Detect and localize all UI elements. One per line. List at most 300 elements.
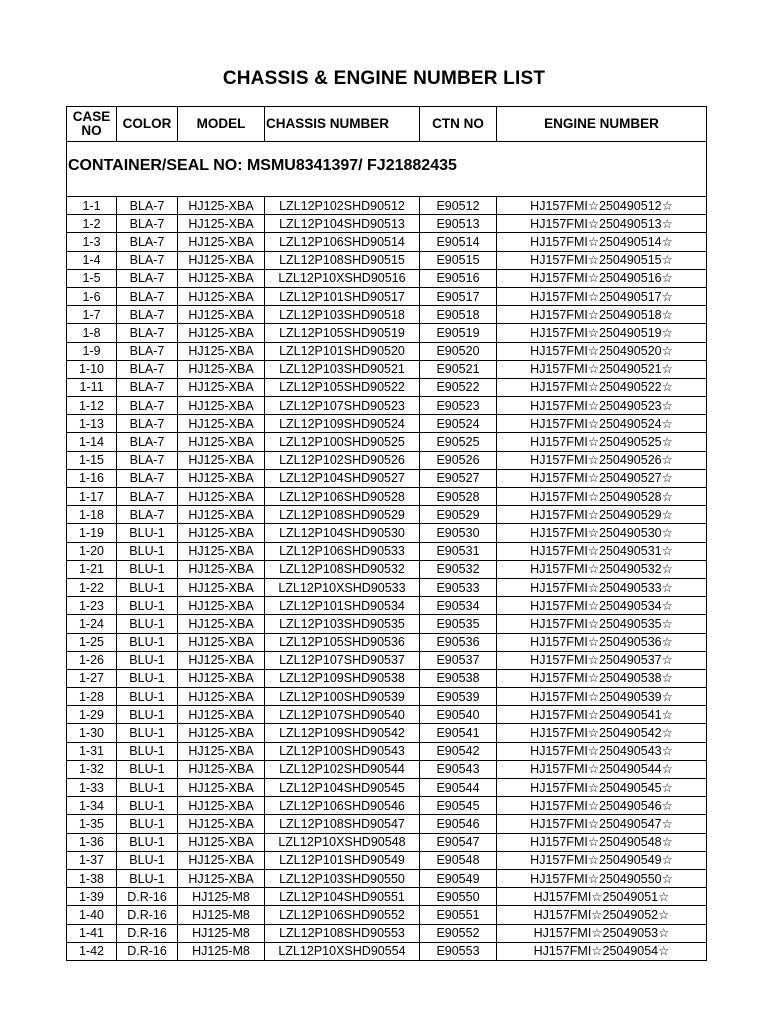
chassis-number-cell: LZL12P104SHD90551 — [265, 888, 420, 906]
table-row — [67, 633, 707, 651]
ctn-no-cell: E90515 — [420, 251, 497, 269]
model-cell: HJ125-XBA — [178, 269, 265, 287]
model-cell: HJ125-M8 — [178, 924, 265, 942]
chassis-number-cell: LZL12P106SHD90546 — [265, 797, 420, 815]
table-row — [67, 560, 707, 578]
ctn-no-cell: E90540 — [420, 706, 497, 724]
case-no-cell: 1-16 — [67, 469, 117, 487]
model-cell: HJ125-M8 — [178, 888, 265, 906]
ctn-no-cell: E90527 — [420, 469, 497, 487]
engine-number-cell: HJ157FMI☆250490513☆ — [497, 215, 707, 233]
table-row — [67, 488, 707, 506]
model-cell: HJ125-XBA — [178, 342, 265, 360]
engine-number-cell: HJ157FMI☆250490549☆ — [497, 851, 707, 869]
color-cell: BLA-7 — [117, 233, 178, 251]
engine-number-cell: HJ157FMI☆250490536☆ — [497, 633, 707, 651]
ctn-no-cell: E90544 — [420, 779, 497, 797]
model-cell: HJ125-XBA — [178, 597, 265, 615]
model-cell: HJ125-XBA — [178, 833, 265, 851]
engine-number-cell: HJ157FMI☆250490541☆ — [497, 706, 707, 724]
engine-number-cell: HJ157FMI☆250490520☆ — [497, 342, 707, 360]
ctn-no-cell: E90550 — [420, 888, 497, 906]
model-cell: HJ125-XBA — [178, 469, 265, 487]
engine-number-cell: HJ157FMI☆250490543☆ — [497, 742, 707, 760]
ctn-no-cell: E90524 — [420, 415, 497, 433]
model-cell: HJ125-XBA — [178, 615, 265, 633]
table-row — [67, 597, 707, 615]
ctn-no-cell: E90531 — [420, 542, 497, 560]
chassis-number-cell: LZL12P107SHD90523 — [265, 397, 420, 415]
model-cell: HJ125-XBA — [178, 451, 265, 469]
case-no-cell: 1-34 — [67, 797, 117, 815]
table-row — [67, 269, 707, 287]
engine-number-cell: HJ157FMI☆250490529☆ — [497, 506, 707, 524]
engine-number-cell: HJ157FMI☆250490537☆ — [497, 651, 707, 669]
case-no-cell: 1-28 — [67, 688, 117, 706]
color-cell: BLU-1 — [117, 597, 178, 615]
table-row — [67, 524, 707, 542]
color-cell: BLA-7 — [117, 397, 178, 415]
case-no-cell: 1-40 — [67, 906, 117, 924]
chassis-number-cell: LZL12P106SHD90514 — [265, 233, 420, 251]
ctn-no-cell: E90517 — [420, 287, 497, 305]
table-row — [67, 342, 707, 360]
table-row — [67, 233, 707, 251]
engine-number-cell: HJ157FMI☆250490542☆ — [497, 724, 707, 742]
ctn-no-cell: E90551 — [420, 906, 497, 924]
ctn-no-cell: E90518 — [420, 306, 497, 324]
ctn-no-cell: E90533 — [420, 578, 497, 596]
ctn-no-cell: E90539 — [420, 688, 497, 706]
chassis-number-cell: LZL12P105SHD90519 — [265, 324, 420, 342]
color-cell: BLU-1 — [117, 669, 178, 687]
header-chassis-number: CHASSIS NUMBER — [265, 107, 420, 142]
case-no-cell: 1-14 — [67, 433, 117, 451]
case-no-cell: 1-21 — [67, 560, 117, 578]
engine-number-cell: HJ157FMI☆250490528☆ — [497, 488, 707, 506]
chassis-number-cell: LZL12P106SHD90528 — [265, 488, 420, 506]
engine-number-cell: HJ157FMI☆250490523☆ — [497, 397, 707, 415]
ctn-no-cell: E90523 — [420, 397, 497, 415]
chassis-number-cell: LZL12P103SHD90521 — [265, 360, 420, 378]
table-row — [67, 469, 707, 487]
chassis-number-cell: LZL12P101SHD90549 — [265, 851, 420, 869]
color-cell: BLU-1 — [117, 615, 178, 633]
table-row — [67, 360, 707, 378]
color-cell: BLU-1 — [117, 742, 178, 760]
engine-number-cell: HJ157FMI☆250490550☆ — [497, 869, 707, 887]
table-row — [67, 706, 707, 724]
chassis-number-cell: LZL12P101SHD90534 — [265, 597, 420, 615]
color-cell: BLA-7 — [117, 324, 178, 342]
color-cell: BLU-1 — [117, 869, 178, 887]
color-cell: BLU-1 — [117, 724, 178, 742]
table-row — [67, 578, 707, 596]
ctn-no-cell: E90549 — [420, 869, 497, 887]
case-no-cell: 1-38 — [67, 869, 117, 887]
table-row — [67, 287, 707, 305]
chassis-number-cell: LZL12P103SHD90550 — [265, 869, 420, 887]
color-cell: D.R-16 — [117, 888, 178, 906]
case-no-cell: 1-25 — [67, 633, 117, 651]
model-cell: HJ125-XBA — [178, 542, 265, 560]
ctn-no-cell: E90548 — [420, 851, 497, 869]
case-no-cell: 1-10 — [67, 360, 117, 378]
model-cell: HJ125-XBA — [178, 760, 265, 778]
case-no-cell: 1-20 — [67, 542, 117, 560]
engine-number-cell: HJ157FMI☆250490530☆ — [497, 524, 707, 542]
ctn-no-cell: E90537 — [420, 651, 497, 669]
model-cell: HJ125-XBA — [178, 506, 265, 524]
color-cell: BLU-1 — [117, 706, 178, 724]
case-no-cell: 1-13 — [67, 415, 117, 433]
table-row — [67, 797, 707, 815]
ctn-no-cell: E90519 — [420, 324, 497, 342]
case-no-cell: 1-12 — [67, 397, 117, 415]
ctn-no-cell: E90530 — [420, 524, 497, 542]
ctn-no-cell: E90512 — [420, 197, 497, 215]
color-cell: BLA-7 — [117, 488, 178, 506]
engine-number-cell: HJ157FMI☆250490522☆ — [497, 378, 707, 396]
engine-number-cell: HJ157FMI☆25049052☆ — [497, 906, 707, 924]
engine-number-cell: HJ157FMI☆250490514☆ — [497, 233, 707, 251]
ctn-no-cell: E90526 — [420, 451, 497, 469]
model-cell: HJ125-XBA — [178, 633, 265, 651]
chassis-number-cell: LZL12P104SHD90527 — [265, 469, 420, 487]
ctn-no-cell: E90552 — [420, 924, 497, 942]
color-cell: BLA-7 — [117, 433, 178, 451]
table-row — [67, 669, 707, 687]
ctn-no-cell: E90543 — [420, 760, 497, 778]
table-row — [67, 433, 707, 451]
engine-number-cell: HJ157FMI☆250490546☆ — [497, 797, 707, 815]
color-cell: BLU-1 — [117, 524, 178, 542]
model-cell: HJ125-XBA — [178, 869, 265, 887]
case-no-cell: 1-8 — [67, 324, 117, 342]
engine-number-cell: HJ157FMI☆250490534☆ — [497, 597, 707, 615]
ctn-no-cell: E90538 — [420, 669, 497, 687]
ctn-no-cell: E90545 — [420, 797, 497, 815]
case-no-cell: 1-19 — [67, 524, 117, 542]
color-cell: D.R-16 — [117, 906, 178, 924]
chassis-number-cell: LZL12P100SHD90543 — [265, 742, 420, 760]
model-cell: HJ125-XBA — [178, 742, 265, 760]
chassis-number-cell: LZL12P101SHD90520 — [265, 342, 420, 360]
chassis-number-cell: LZL12P105SHD90522 — [265, 378, 420, 396]
engine-number-cell: HJ157FMI☆250490517☆ — [497, 287, 707, 305]
table-row — [67, 197, 707, 215]
case-no-cell: 1-15 — [67, 451, 117, 469]
ctn-no-cell: E90553 — [420, 942, 497, 960]
chassis-engine-table — [66, 106, 707, 961]
ctn-no-cell: E90547 — [420, 833, 497, 851]
table-row — [67, 851, 707, 869]
ctn-no-cell: E90534 — [420, 597, 497, 615]
model-cell: HJ125-XBA — [178, 378, 265, 396]
case-no-cell: 1-41 — [67, 924, 117, 942]
case-no-cell: 1-36 — [67, 833, 117, 851]
model-cell: HJ125-XBA — [178, 706, 265, 724]
chassis-number-cell: LZL12P109SHD90524 — [265, 415, 420, 433]
table-row — [67, 306, 707, 324]
ctn-no-cell: E90521 — [420, 360, 497, 378]
ctn-no-cell: E90516 — [420, 269, 497, 287]
color-cell: BLA-7 — [117, 342, 178, 360]
case-no-cell: 1-29 — [67, 706, 117, 724]
chassis-number-cell: LZL12P10XSHD90516 — [265, 269, 420, 287]
case-no-cell: 1-18 — [67, 506, 117, 524]
model-cell: HJ125-XBA — [178, 560, 265, 578]
case-no-cell: 1-1 — [67, 197, 117, 215]
chassis-number-cell: LZL12P104SHD90545 — [265, 779, 420, 797]
case-no-cell: 1-35 — [67, 815, 117, 833]
color-cell: BLA-7 — [117, 215, 178, 233]
container-seal-row — [67, 142, 707, 197]
model-cell: HJ125-XBA — [178, 251, 265, 269]
engine-number-cell: HJ157FMI☆250490524☆ — [497, 415, 707, 433]
table-row — [67, 906, 707, 924]
color-cell: BLA-7 — [117, 287, 178, 305]
table-row — [67, 833, 707, 851]
ctn-no-cell: E90529 — [420, 506, 497, 524]
engine-number-cell: HJ157FMI☆250490515☆ — [497, 251, 707, 269]
chassis-number-cell: LZL12P10XSHD90548 — [265, 833, 420, 851]
color-cell: BLA-7 — [117, 197, 178, 215]
engine-number-cell: HJ157FMI☆250490526☆ — [497, 451, 707, 469]
model-cell: HJ125-XBA — [178, 197, 265, 215]
model-cell: HJ125-XBA — [178, 651, 265, 669]
color-cell: BLA-7 — [117, 269, 178, 287]
case-no-cell: 1-7 — [67, 306, 117, 324]
table-row — [67, 942, 707, 960]
case-no-cell: 1-4 — [67, 251, 117, 269]
case-no-cell: 1-23 — [67, 597, 117, 615]
engine-number-cell: HJ157FMI☆250490527☆ — [497, 469, 707, 487]
engine-number-cell: HJ157FMI☆250490538☆ — [497, 669, 707, 687]
ctn-no-cell: E90525 — [420, 433, 497, 451]
color-cell: BLU-1 — [117, 833, 178, 851]
case-no-cell: 1-11 — [67, 378, 117, 396]
table-row — [67, 815, 707, 833]
engine-number-cell: HJ157FMI☆250490539☆ — [497, 688, 707, 706]
chassis-number-cell: LZL12P108SHD90529 — [265, 506, 420, 524]
chassis-number-cell: LZL12P103SHD90518 — [265, 306, 420, 324]
table-row — [67, 724, 707, 742]
case-no-cell: 1-6 — [67, 287, 117, 305]
case-no-cell: 1-22 — [67, 578, 117, 596]
color-cell: D.R-16 — [117, 924, 178, 942]
case-no-cell: 1-17 — [67, 488, 117, 506]
color-cell: D.R-16 — [117, 942, 178, 960]
color-cell: BLA-7 — [117, 251, 178, 269]
model-cell: HJ125-XBA — [178, 779, 265, 797]
chassis-number-cell: LZL12P101SHD90517 — [265, 287, 420, 305]
ctn-no-cell: E90522 — [420, 378, 497, 396]
engine-number-cell: HJ157FMI☆250490519☆ — [497, 324, 707, 342]
table-row — [67, 415, 707, 433]
chassis-number-cell: LZL12P108SHD90553 — [265, 924, 420, 942]
case-no-cell: 1-37 — [67, 851, 117, 869]
engine-number-cell: HJ157FMI☆250490532☆ — [497, 560, 707, 578]
case-no-cell: 1-9 — [67, 342, 117, 360]
engine-number-cell: HJ157FMI☆250490533☆ — [497, 578, 707, 596]
chassis-number-cell: LZL12P106SHD90533 — [265, 542, 420, 560]
engine-number-cell: HJ157FMI☆250490547☆ — [497, 815, 707, 833]
ctn-no-cell: E90546 — [420, 815, 497, 833]
chassis-number-cell: LZL12P100SHD90525 — [265, 433, 420, 451]
page-title: CHASSIS & ENGINE NUMBER LIST — [222, 68, 546, 89]
chassis-number-cell: LZL12P108SHD90532 — [265, 560, 420, 578]
model-cell: HJ125-XBA — [178, 488, 265, 506]
ctn-no-cell: E90535 — [420, 615, 497, 633]
ctn-no-cell: E90513 — [420, 215, 497, 233]
ctn-no-cell: E90541 — [420, 724, 497, 742]
color-cell: BLA-7 — [117, 469, 178, 487]
color-cell: BLA-7 — [117, 378, 178, 396]
chassis-number-cell: LZL12P107SHD90540 — [265, 706, 420, 724]
model-cell: HJ125-XBA — [178, 415, 265, 433]
chassis-number-cell: LZL12P10XSHD90554 — [265, 942, 420, 960]
chassis-number-cell: LZL12P107SHD90537 — [265, 651, 420, 669]
color-cell: BLU-1 — [117, 542, 178, 560]
engine-number-cell: HJ157FMI☆250490518☆ — [497, 306, 707, 324]
model-cell: HJ125-XBA — [178, 688, 265, 706]
color-cell: BLA-7 — [117, 360, 178, 378]
color-cell: BLU-1 — [117, 779, 178, 797]
table-row — [67, 397, 707, 415]
engine-number-cell: HJ157FMI☆250490525☆ — [497, 433, 707, 451]
table-row — [67, 924, 707, 942]
color-cell: BLU-1 — [117, 851, 178, 869]
model-cell: HJ125-XBA — [178, 797, 265, 815]
engine-number-cell: HJ157FMI☆250490535☆ — [497, 615, 707, 633]
case-no-cell: 1-5 — [67, 269, 117, 287]
color-cell: BLU-1 — [117, 760, 178, 778]
chassis-number-cell: LZL12P102SHD90512 — [265, 197, 420, 215]
ctn-no-cell: E90528 — [420, 488, 497, 506]
container-seal-text: CONTAINER/SEAL NO: MSMU8341397/ FJ21882435 — [67, 142, 707, 197]
engine-number-cell: HJ157FMI☆25049051☆ — [497, 888, 707, 906]
color-cell: BLU-1 — [117, 651, 178, 669]
model-cell: HJ125-XBA — [178, 287, 265, 305]
color-cell: BLU-1 — [117, 797, 178, 815]
case-no-cell: 1-39 — [67, 888, 117, 906]
case-no-cell: 1-2 — [67, 215, 117, 233]
case-no-cell: 1-3 — [67, 233, 117, 251]
chassis-number-cell: LZL12P105SHD90536 — [265, 633, 420, 651]
table-row — [67, 215, 707, 233]
header-engine-number: ENGINE NUMBER — [497, 107, 707, 142]
table-row — [67, 378, 707, 396]
table-row — [67, 251, 707, 269]
color-cell: BLU-1 — [117, 633, 178, 651]
chassis-number-cell: LZL12P102SHD90526 — [265, 451, 420, 469]
case-no-cell: 1-26 — [67, 651, 117, 669]
table-row — [67, 760, 707, 778]
table-row — [67, 324, 707, 342]
engine-number-cell: HJ157FMI☆250490516☆ — [497, 269, 707, 287]
engine-number-cell: HJ157FMI☆250490545☆ — [497, 779, 707, 797]
engine-number-cell: HJ157FMI☆250490521☆ — [497, 360, 707, 378]
case-no-cell: 1-24 — [67, 615, 117, 633]
chassis-number-cell: LZL12P103SHD90535 — [265, 615, 420, 633]
model-cell: HJ125-XBA — [178, 215, 265, 233]
color-cell: BLU-1 — [117, 688, 178, 706]
header-color: COLOR — [117, 107, 178, 142]
ctn-no-cell: E90520 — [420, 342, 497, 360]
color-cell: BLA-7 — [117, 306, 178, 324]
table-row — [67, 888, 707, 906]
table-row — [67, 615, 707, 633]
header-model: MODEL — [178, 107, 265, 142]
model-cell: HJ125-XBA — [178, 324, 265, 342]
model-cell: HJ125-XBA — [178, 724, 265, 742]
engine-number-cell: HJ157FMI☆250490548☆ — [497, 833, 707, 851]
header-row — [67, 107, 707, 142]
chassis-number-cell: LZL12P109SHD90542 — [265, 724, 420, 742]
model-cell: HJ125-XBA — [178, 578, 265, 596]
engine-number-cell: HJ157FMI☆250490531☆ — [497, 542, 707, 560]
color-cell: BLU-1 — [117, 815, 178, 833]
table-row — [67, 688, 707, 706]
model-cell: HJ125-M8 — [178, 906, 265, 924]
table-row — [67, 451, 707, 469]
ctn-no-cell: E90514 — [420, 233, 497, 251]
color-cell: BLA-7 — [117, 415, 178, 433]
table-row — [67, 742, 707, 760]
engine-number-cell: HJ157FMI☆250490544☆ — [497, 760, 707, 778]
chassis-number-cell: LZL12P10XSHD90533 — [265, 578, 420, 596]
model-cell: HJ125-XBA — [178, 360, 265, 378]
chassis-number-cell: LZL12P100SHD90539 — [265, 688, 420, 706]
table-row — [67, 869, 707, 887]
engine-number-cell: HJ157FMI☆250490512☆ — [497, 197, 707, 215]
case-no-cell: 1-32 — [67, 760, 117, 778]
chassis-number-cell: LZL12P108SHD90547 — [265, 815, 420, 833]
model-cell: HJ125-M8 — [178, 942, 265, 960]
model-cell: HJ125-XBA — [178, 306, 265, 324]
engine-number-cell: HJ157FMI☆25049053☆ — [497, 924, 707, 942]
table-row — [67, 779, 707, 797]
model-cell: HJ125-XBA — [178, 815, 265, 833]
case-no-cell: 1-42 — [67, 942, 117, 960]
model-cell: HJ125-XBA — [178, 669, 265, 687]
chassis-number-cell: LZL12P106SHD90552 — [265, 906, 420, 924]
color-cell: BLA-7 — [117, 451, 178, 469]
case-no-cell: 1-30 — [67, 724, 117, 742]
case-no-cell: 1-33 — [67, 779, 117, 797]
model-cell: HJ125-XBA — [178, 397, 265, 415]
chassis-number-cell: LZL12P104SHD90513 — [265, 215, 420, 233]
engine-number-cell: HJ157FMI☆25049054☆ — [497, 942, 707, 960]
chassis-number-cell: LZL12P108SHD90515 — [265, 251, 420, 269]
color-cell: BLA-7 — [117, 506, 178, 524]
color-cell: BLU-1 — [117, 578, 178, 596]
ctn-no-cell: E90536 — [420, 633, 497, 651]
model-cell: HJ125-XBA — [178, 233, 265, 251]
ctn-no-cell: E90542 — [420, 742, 497, 760]
header-ctn-no: CTN NO — [420, 107, 497, 142]
table-row — [67, 506, 707, 524]
chassis-number-cell: LZL12P109SHD90538 — [265, 669, 420, 687]
header-case-no: CASE NO — [67, 107, 117, 142]
chassis-number-cell: LZL12P102SHD90544 — [265, 760, 420, 778]
model-cell: HJ125-XBA — [178, 524, 265, 542]
case-no-cell: 1-31 — [67, 742, 117, 760]
model-cell: HJ125-XBA — [178, 433, 265, 451]
model-cell: HJ125-XBA — [178, 851, 265, 869]
case-no-cell: 1-27 — [67, 669, 117, 687]
